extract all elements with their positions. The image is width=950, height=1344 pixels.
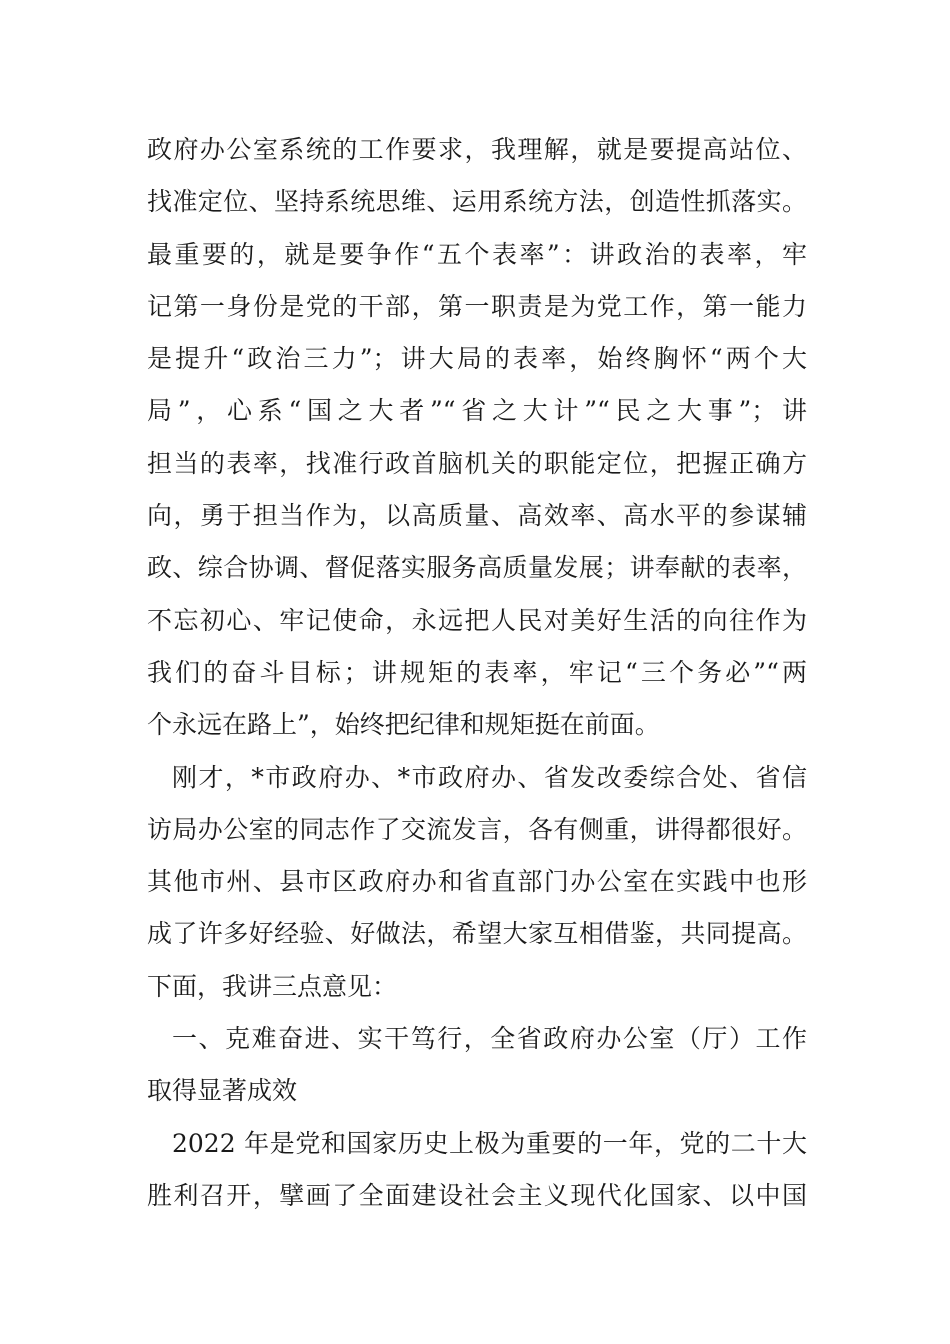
section-heading-line: 取得显著成效 bbox=[147, 1076, 298, 1106]
text-line: 下面，我讲三点意见： bbox=[147, 971, 398, 1001]
text-line: 最重要的，就是要争作“五个表率”：讲政治的表率，牢 bbox=[147, 239, 807, 269]
text-line: 政、综合协调、督促落实服务高质量发展；讲奉献的表率， bbox=[147, 553, 807, 583]
text-line: 个永远在路上”，始终把纪律和规矩挺在前面。 bbox=[147, 710, 660, 740]
text-line: 胜利召开，擘画了全面建设社会主义现代化国家、以中国 bbox=[147, 1180, 807, 1210]
text-line: 其他市州、县市区政府办和省直部门办公室在实践中也形 bbox=[147, 867, 807, 897]
text-line: 局”，心系“国之大者”“省之大计”“民之大事”；讲 bbox=[147, 396, 807, 426]
text-line: 成了许多好经验、好做法，希望大家互相借鉴，共同提高。 bbox=[147, 919, 807, 949]
text-line: 向，勇于担当作为，以高质量、高效率、高水平的参谋辅 bbox=[147, 501, 807, 531]
text-line: 是提升“政治三力”；讲大局的表率，始终胸怀“两个大 bbox=[147, 344, 807, 374]
text-line: 访局办公室的同志作了交流发言，各有侧重，讲得都很好。 bbox=[147, 814, 807, 844]
section-heading-line: 一、克难奋进、实干笃行，全省政府办公室（厅）工作 bbox=[172, 1024, 807, 1054]
text-line: 找准定位、坚持系统思维、运用系统方法，创造性抓落实。 bbox=[147, 187, 807, 217]
text-line: 记第一身份是党的干部，第一职责是为党工作，第一能力 bbox=[147, 291, 807, 321]
text-line: 政府办公室系统的工作要求，我理解，就是要提高站位、 bbox=[147, 135, 807, 164]
text-line: 刚才，*市政府办、*市政府办、省发改委综合处、省信 bbox=[172, 762, 807, 792]
body-text bbox=[147, 124, 807, 1222]
text-line: 2022 年是党和国家历史上极为重要的一年，党的二十大 bbox=[172, 1128, 807, 1158]
text-line: 我们的奋斗目标；讲规矩的表率，牢记“三个务必”“两 bbox=[147, 657, 807, 687]
text-line: 担当的表率，找准行政首脑机关的职能定位，把握正确方 bbox=[147, 448, 807, 478]
text-line: 不忘初心、牢记使命，永远把人民对美好生活的向往作为 bbox=[147, 605, 807, 635]
